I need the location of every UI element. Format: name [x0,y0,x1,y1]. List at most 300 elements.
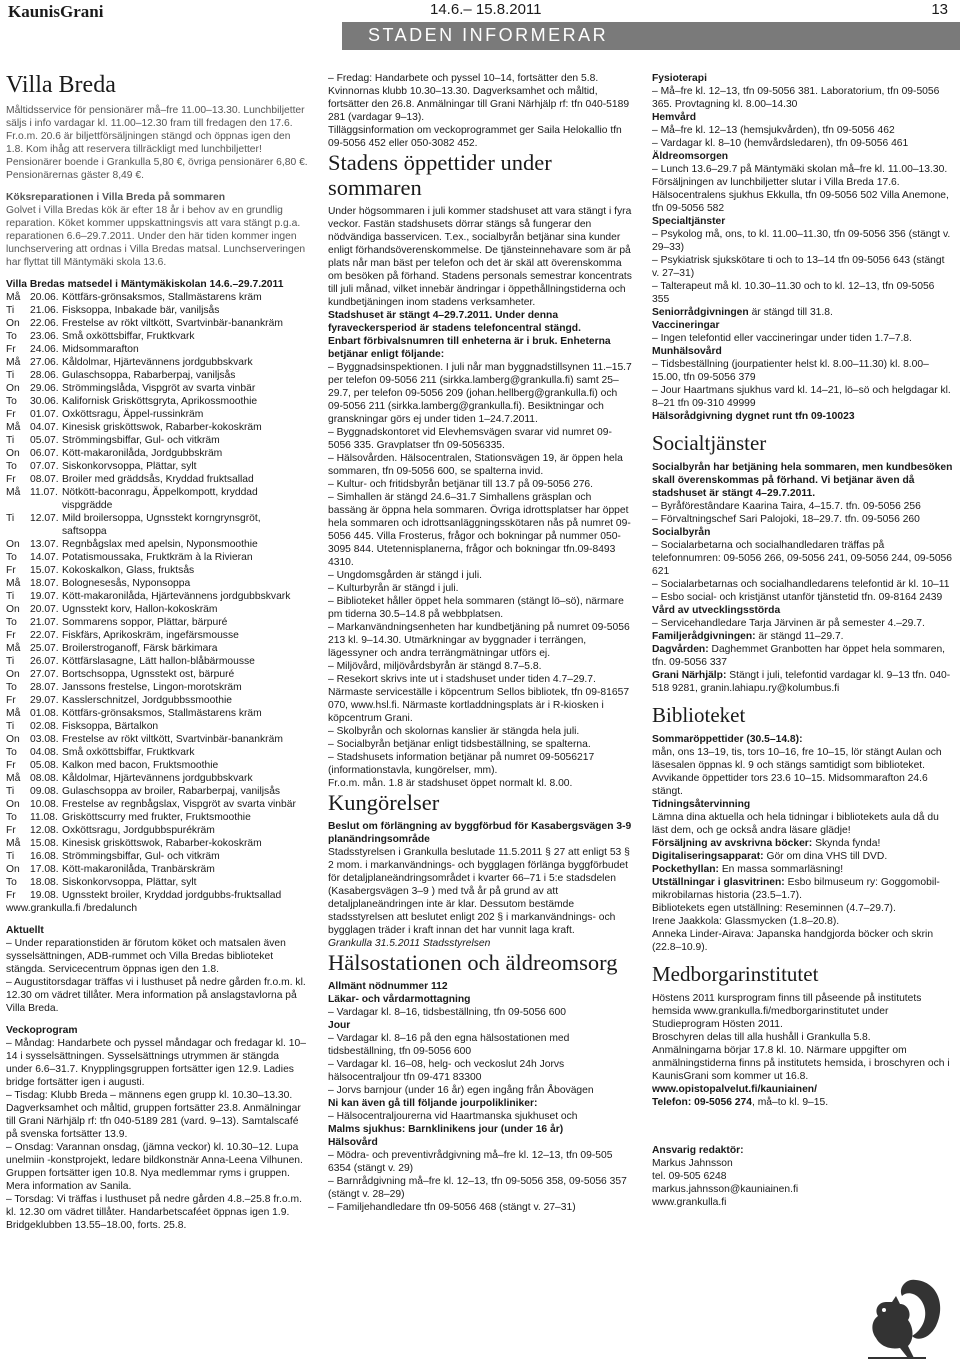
paragraph: – Familjehandledare tfn 09-5056 468 (stängt v. 27–31) [328,1202,576,1213]
menu-day: Ti [6,305,15,316]
menu-dish: Kinesisk grisköttswok, Rabarber-kokoskräm [62,422,262,433]
paragraph: Golvet i Villa Bredas kök är efter 18 år i behov av en grundlig reparation. Köket kommer uppskattningsvis att vara stängt p.g.a. reparationen 6.6–29.7.2011. Under den här tiden kommer ingen lunchservering att ordnas i Villa Bredas matsal. Lunchserveringen har flyttat till Mäntymäki skola 13.6. [6,205,306,268]
paragraph: – Ungdomsgården är stängd i juli. [328,570,482,581]
section-heading: Hälsostationen och äldreomsorg [328,950,618,975]
menu-row [6,486,308,512]
menu-date: 17.08. [30,864,59,875]
menu-dish: Kalifornisk Grisköttsgryta, Aprikossmoothie [62,396,258,407]
bold-paragraph: Hälsovård [328,1137,378,1148]
section-heading: Medborgarinstitutet [652,962,819,986]
menu-row [6,577,308,590]
bold-paragraph: Aktuellt [6,925,44,936]
menu-day: On [6,864,20,875]
paragraph [652,306,954,319]
menu-row [6,369,308,382]
menu-date: 16.08. [30,851,59,862]
menu-day: On [6,669,20,680]
paragraph: – Miljövård, miljövårdsbyrån är stängd 8.7–5.8. [328,661,542,672]
bold-paragraph: Tidningsåtervinning [652,799,751,810]
menu-date: 05.07. [30,435,59,446]
menu-dish: Janssons frestelse, Lingon-morotskräm [62,682,242,693]
menu-dish: Sommarens soppor, Plättar, bärpuré [62,617,228,628]
bold-paragraph: Beslut om förlängning av byggförbud för Kasabergsvägen 3-9 planändringsområde [328,821,632,845]
paragraph: – Fredag: Handarbete och pyssel 10–14, fortsätter den 5.8. Kvinnornas klubb 10.30–13.30. Dagverksamhet och måltid, fortsätter den 26.8. Anmälningar till Grani Närhjälp rf: tfn 040-5189 281 (vardagar 9–13). [328,73,630,123]
menu-dish: Potatismoussaka, Fruktkräm à la Rivieran [62,552,253,563]
paragraph: Markus Jahnsson [652,1158,733,1169]
menu-day: On [6,799,20,810]
paragraph: tel. 09-505 6248 [652,1171,727,1182]
paragraph: – Markanvändningsenheten har kundbetjäning på numret 09-5056 213 kl. 9–14.30. Utmärkningar av byggnader i terrängen, lägessyner och andra terrängmätningar utförs ej. [328,622,630,659]
inline-text: Stängt i juli, telefontid vardagar kl. 9–13 tfn. 040-518 9281, granin.lahiapu.ry@kolumbus.fi [652,670,951,694]
paragraph: – Socialarbetarna och socialhandledaren träffas på telefonnumren: 09-5056 266, 09-5056 241, 09-5056 244, 09-5056 621 [652,540,952,577]
menu-dish: Kött-makaronilåda, Hjärtevännens jordgubbskvark [62,591,291,602]
inline-label: Digitaliseringsapparat: [652,851,764,862]
menu-date: 21.06. [30,305,59,316]
section-heading: Kungörelser [328,790,440,815]
paragraph [652,630,954,643]
paragraph: – Vardagar kl. 8–16 på den egna hälsostationen med tidsbeställning, tfn 09-5056 600 [328,1033,570,1057]
menu-row [6,317,308,330]
paragraph: – Biblioteket håller öppet hela sommaren (stängt lö–sö), närmare pm tiderna 30.5–14.8 på webbplatsen. [328,596,624,620]
menu-day: Må [6,357,21,368]
paragraph: – Jorvs barnjour (under 16 år) egen ingång från Åbovägen [328,1085,594,1096]
menu-date: 12.08. [30,825,59,836]
menu-dish: Kokoskalkon, Glass, fruktsås [62,565,195,576]
inline-text: Daghemmet Granbotten har öppet hela sommaren, tfn. 09-5056 337 [652,644,946,668]
menu-day: Må [6,487,21,498]
menu-day: To [6,461,17,472]
paragraph: – Lunch 13.6–29.7 på Mäntymäki skolan må–fre kl. 11.00–13.30. Försäljningen av lunchbiljetter slutar i Villa Breda 17.6. [652,164,948,188]
paragraph: – Socialbyrån betjänar enligt tidsbeställning, se spalterna. [328,739,591,750]
paragraph: – Må–fre kl. 12–13 (hemsjukvården), tfn 09-5056 462 [652,125,895,136]
paragraph: Lämna dina aktuella och hela tidningar i bibliotekets aula då du läst dem, och ge också andra läsare glädje! [652,812,939,836]
section-heading: Socialtjänster [652,431,767,455]
paragraph: – Resekort skrivs inte ut i stadshuset under tiden 4.7–29.7. Närmaste serviceställe i köpcentrum Sellos bibliotek, tfn 09-81657 070, www.hsl.fi. Närmaste kortladdningsplats är i R-kiosken i köpcentrum Grani. [328,674,630,724]
section-heading: Stadens öppettider under sommaren [328,150,552,200]
menu-date: 29.06. [30,383,59,394]
menu-dish: Kasslerschnitzel, Jordgubbssmoothie [62,695,232,706]
menu-dish: Strömmingsbiffar, Gul- och vitkräm [62,435,220,446]
menu-date: 06.07. [30,448,59,459]
paragraph: – Byggnadskontoret vid Elevhemsvägen svarar vid numret 09-5056 335. Gravplatser tfn 09-5056335. [328,427,612,451]
menu-date: 22.06. [30,318,59,329]
paragraph: Tilläggsinformation om veckoprogrammet ger Saila Helokallio tfn 09-5056 452 eller 050-3082 452. [328,125,622,149]
paragraph: – Kulturbyrån är stängd i juli. [328,583,459,594]
bold-paragraph: Ni kan även gå till följande jourpolikliniker: [328,1098,538,1109]
menu-dish: Strömmingslåda, Vispgröt av svarta vinbär [62,383,256,394]
menu-day: Må [6,292,21,303]
menu-date: 03.08. [30,734,59,745]
menu-date: 25.07. [30,643,59,654]
paragraph: – Esbo social- och kristjänst utanför tjänstetid tfn. 09-8164 2439 [652,592,943,603]
menu-row [6,447,308,460]
menu-date: 12.07. [30,513,59,524]
menu-date: 08.08. [30,773,59,784]
menu-day: Må [6,708,21,719]
menu-day: On [6,604,20,615]
menu-date: 05.08. [30,760,59,771]
menu-row [6,382,308,395]
inline-text: Esbo bilmuseum ry: Goggomobil-mikrobilarnas historia (23.5–1.7). [652,877,940,901]
spacer [6,1015,308,1024]
menu-dish: Grisköttscurry med frukter, Fruktsmoothie [62,812,251,823]
bold-paragraph: Jour [328,1020,351,1031]
menu-row [6,330,308,343]
menu-dish: Kåldolmar, Hjärtevännens jordgubbskvark [62,773,253,784]
menu-row [6,681,308,694]
menu-row [6,395,308,408]
menu-day: Må [6,773,21,784]
menu-dish: Kött-makaronilåda, Jordgubbskräm [62,448,223,459]
menu-row [6,733,308,746]
paragraph: – Förvaltningschef Sari Palojoki, 18–29.7. tfn. 09-5056 260 [652,514,920,525]
menu-dish: Regnbågslax med apelsin, Nyponsmoothie [62,539,258,550]
menu-row [6,707,308,720]
inline-label: Utställningar i glasvitrinen: [652,877,785,888]
menu-dish: Ugnsstekt broiler, Kryddad jordgubbs-fruktsallad [62,890,282,901]
spacer [6,269,308,278]
menu-dish: Strömmingsbiffar, Gul- och vitkräm [62,851,220,862]
menu-day: Ti [6,513,15,524]
bold-paragraph: Hemvård [652,112,697,123]
paragraph: – Hälsovården. Hälsocentralen, Stationsvägen 19, är öppen hela sommaren, tfn 09-5056 600, se spalterna invid. [328,453,623,477]
paragraph: Hälsocentralens sjukhus Ekkulla, tfn 09-5056 502 Villa Anemone, tfn 09-5056 582 [652,190,949,214]
paragraph: – Servicehandledare Tarja Järvinen är på semester 4.–29.7. [652,618,925,629]
menu-dish: Siskonkorvsoppa, Plättar, sylt [62,461,197,472]
menu-row [6,603,308,616]
menu-day: To [6,396,17,407]
menu-day: On [6,539,20,550]
paragraph: – Kultur- och fritidsbyrån betjänar till 13.7 på 09-5056 276. [328,479,594,490]
menu-dish: Bolognesesås, Nyponsoppa [62,578,191,589]
menu-row [6,551,308,564]
inline-label: Grani Närhjälp: [652,670,727,681]
menu-dish: Midsommarafton [62,344,139,355]
paragraph: – Psykolog må, ons, to kl. 11.00–11.30, tfn 09-5056 356 (stängt v. 29–33) [652,229,951,253]
paragraph [652,643,954,669]
paragraph: – Må–fre kl. 12–13, tfn 09-5056 381. Laboratorium, tfn 09-5056 365. Provtagning kl. 8.00–14.30 [652,86,940,110]
paragraph: – Psykiatrisk sjukskötare ti och to 13–14 tfn 09-5056 643 (stängt v. 27–31) [652,255,945,279]
menu-dish: Bortschsoppa, Ugnsstekt ost, bärpuré [62,669,235,680]
menu-date: 18.08. [30,877,59,888]
paragraph: Stadsstyrelsen i Grankulla beslutade 11.5.2011 § 27 att enligt 53 § 2 mom. i markanvändnings- och bygglagen förlänga byggförbudet för detaljplaneändringsområdet i kvarter 66–71 i 5:e stadsdelen (Kasabergsvägen 3–9 ) med två år på grund av att detaljplaneändringen inte är klar. Dessutom bestämde stadsstyrelsen att beslutet enligt 202 § i markanvändnings- och bygglagen träder i kraft innan det har vunnit laga kraft. [328,847,630,936]
menu-dish: Köttfärslasagne, Lätt hallon-blåbärmousse [62,656,255,667]
menu-date: 20.06. [30,292,59,303]
menu-day: To [6,877,17,888]
menu-row [6,538,308,551]
menu-row [6,746,308,759]
paragraph: Fr.o.m. mån. 1.8 är stadshuset öppet normalt kl. 8.00. [328,778,573,789]
menu-date: 02.08. [30,721,59,732]
menu-row [6,759,308,772]
paragraph: – Socialarbetarnas och socialhandledarens telefontid är kl. 10–11 [652,579,950,590]
menu-row [6,811,308,824]
menu-row [6,785,308,798]
paragraph: Måltidsservice för pensionärer må–fre 11.00–13.30. Lunchbiljetter säljs i info vardagar kl. 11.00–12.30 fram till fredagen den 17.6. Fr.o.m. 20.6 är biljettförsäljningen stängd och öppnas igen den 1.8. Kom ihåg att reservera tillräckligt med lunchbiljetter! Pensionärer boende i Grankulla 5,80 €, övriga pensionärer 6,80 €. Pensionärernas gäster 8,49 €. [6,105,308,181]
inline-text: , må–to kl. 9–15. [751,1097,829,1108]
paragraph: – Vardagar kl. 8–16, tidsbeställning, tfn 09-5056 600 [328,1007,566,1018]
menu-date: 30.06. [30,396,59,407]
menu-dish: Gulaschsoppa, Rabarberpaj, vaniljsås [62,370,236,381]
paragraph: – Talterapeut må kl. 10.30–11.30 och to kl. 12–13, tfn 09-5056 355 [652,281,935,305]
bold-paragraph: www.opistopalvelut.fi/kauniainen/ [652,1084,817,1095]
menu-day: Ti [6,656,15,667]
bold-paragraph: Allmänt nödnummer 112 [328,981,448,992]
menu-day: Fr [6,890,16,901]
menu-row [6,824,308,837]
column-middle [328,72,632,1366]
paragraph [652,837,954,850]
menu-dish: Kalkon med bacon, Fruktsmoothie [62,760,219,771]
menu-date: 11.08. [30,812,58,823]
menu-date: 07.07. [30,461,59,472]
bold-paragraph: Äldreomsorgen [652,151,729,162]
menu-day: To [6,552,17,563]
menu-row [6,434,308,447]
menu-date: 22.07. [30,630,59,641]
menu-date: 15.08. [30,838,59,849]
menu-date: 28.07. [30,682,59,693]
paragraph: Irene Jaakkola: Glassmycken (1.8–20.8). [652,916,840,927]
menu-row [6,655,308,668]
paragraph: – Byråförestândare Kaarina Taira, 4–15.7. tfn. 09-5056 256 [652,501,921,512]
inline-label: Pockethyllan: [652,864,719,875]
menu-row [6,356,308,369]
bold-paragraph: Sommaröppettider (30.5–14.8): [652,734,803,745]
menu-dish: Frestelse av regnbågslax, Vispgröt av svarta vinbär [62,799,296,810]
menu-date: 15.07. [30,565,59,576]
inline-text: Skynda fynda! [812,838,881,849]
menu-dish: Fisksoppa, Bärtalkon [62,721,159,732]
menu-dish: Kåldolmar, Hjärtevännens jordgubbskvark [62,357,253,368]
inline-label: Dagvården: [652,644,709,655]
paragraph: Anmälningarna börjar 17.8 kl. 10. Närmare uppgifter om anmälningstiderna finns på institutets hemsida, i broschyren och i KaunisGrani som kommer ut 16.8. [652,1045,950,1082]
paragraph: Anneka Linder-Airava: Japanska handgjorda böcker och skrin (22.8–10.9). [652,929,934,953]
paragraph [652,850,954,863]
menu-row [6,720,308,733]
bold-paragraph: Malms sjukhus: Barnklinikens jour (under 16 år) [328,1124,564,1135]
menu-row [6,590,308,603]
bold-paragraph: Läkar- och vårdarmottagning [328,994,471,1005]
menu-day: Ti [6,370,15,381]
paragraph [652,1096,954,1109]
menu-day: Fr [6,474,16,485]
bold-paragraph: Vaccineringar [652,320,720,331]
paragraph: – Simhallen är stängd 24.6–31.7 Simhallens gräsplan och bassäng är öppna hela sommaren. Övriga idrottsplatser har öppet hela sommaren och idrottsanläggningsskötaren nås på numret 09-5056 445. Villa Frosterus, frågor och bokningar på nummer 050-3095 844. Utetennisplanerna, frågor och bokningar tfn.09-8493 4310. [328,492,631,568]
menu-row [6,850,308,863]
menu-day: Fr [6,409,16,420]
menu-date: 19.08. [30,890,59,901]
menu-dish: Siskonkorvsoppa, Plättar, sylt [62,877,197,888]
menu-day: On [6,383,20,394]
menu-day: Ti [6,591,15,602]
menu-row [6,876,308,889]
paragraph: – Måndag: Handarbete och pyssel måndagar och fredagar kl. 10–14 i sysselsättningen. Sysselsättnings utrymmen är stängda under 6.6–31.7. Knypplingsgruppen fortsätter igen 12.9. Ladies bridge fortsätter igen i augusti. [6,1038,306,1088]
menu-date: 13.07. [30,539,59,550]
menu-date: 24.06. [30,344,59,355]
paragraph: – Skolbyrån och skolornas kanslier är stängda hela juli. [328,726,580,737]
menu-day: Fr [6,760,16,771]
menu-row [6,408,308,421]
paragraph: mån, ons 13–19, tis, tors 10–16, fre 10–15, lör stängt Aulan och läsesalen öppnas kl. 9 och stängs samtidigt som biblioteket. Avvikande öppettider tors 23.6 10–15. Midsommarafton 24.6 stängt. [652,747,942,797]
section-heading: Villa Breda [6,72,116,98]
subheading: Köksreparationen i Villa Breda på sommaren [6,192,225,203]
paragraph: Under högsommaren i juli kommer stadshuset att vara stängt i fyra veckor. Fastän stadshusets dörrar stängs så fungerar den nödvändiga basservicen. T.ex., socialbyrån betjänar sina kunder enligt förhandsöverenskommelse. De tjänsteinnehavare som är på plats når man bäst per telefon och det är skäl att överenskomma om besöken på förhand. Stadens personals semestrar koncentrats till juli månad, vilket innebär ändringar i öppethållningstiderna och kundbetjäningen inom stadens verksamheter. [328,206,632,308]
menu-date: 21.07. [30,617,59,628]
bold-paragraph: Munhälsovård [652,346,722,357]
menu-date: 23.06. [30,331,59,342]
inline-text: är stängd till 31.8. [748,307,833,318]
paragraph: – Byggnadsinspektionen. I juli når man byggnadstillsynen 11.–15.7 per telefon 09-5056 211 (sirkka.lamberg@grankulla.fi) samt 25–29.7, per telefon 09-5056 209 (johan.hellberg@grankulla.fi) och 09-5056 211 (sirkka.lamberg@grankulla.fi). Besiktningar och granskningar görs ej under tiden 1–24.7.2011. [328,362,632,425]
menu-dish: Små oxköttsbiffar, Fruktkvark [62,747,195,758]
menu-row [6,304,308,317]
inline-text: En massa sommarläsning! [718,864,844,875]
menu-dish: Fiskfärs, Aprikoskräm, ingefärsmousse [62,630,239,641]
paragraph: Bibliotekets egen utställning: Reseminnen (4.7–29.7). [652,903,896,914]
inline-label: Telefon: 09-5056 274 [652,1097,752,1108]
paragraph: – Onsdag: Varannan onsdag, (jämna veckor) kl. 10.30–12. Lupa unelmiin -konstprojekt, ledare bildkonstnär Anna-Leena Vilhunen. Gruppen fortsätter igen 10.8. Nya medlemmar ryms i gruppen. Mera information av Sanila. [6,1142,303,1192]
menu-day: Må [6,578,21,589]
spacer [6,915,308,924]
spacer [6,182,308,191]
menu-day: On [6,318,20,329]
menu-date: 11.07. [30,487,58,498]
section-heading: Biblioteket [652,703,746,727]
menu-date: 26.07. [30,656,59,667]
column-right [652,72,954,1366]
menu-row [6,421,308,434]
menu-row [6,694,308,707]
menu-row [6,629,308,642]
section-banner: STADEN INFORMERAR [342,22,960,50]
menu-day: Fr [6,344,16,355]
paragraph: – Vardagar kl. 8–10 (hemvårdsledaren), tfn 09-5056 461 [652,138,909,149]
menu-day: Ti [6,435,15,446]
menu-row [6,642,308,655]
menu-row [6,343,308,356]
menu-row [6,473,308,486]
menu-date: 04.07. [30,422,59,433]
paragraph: – Mödra- och preventivrådgivning må–fre kl. 12–13, tfn 09-505 6354 (stängt v. 29) [328,1150,613,1174]
inline-label: Försäljning av avskrivna böcker: [652,838,813,849]
paragraph: markus.jahnsson@kauniainen.fi [652,1184,799,1195]
column-left [6,70,308,1366]
menu-date: 01.08. [30,708,59,719]
menu-date: 04.08. [30,747,59,758]
bold-paragraph: Vård av utvecklingsstörda [652,605,781,616]
menu-day: Fr [6,825,16,836]
menu-date: 01.07. [30,409,59,420]
menu-row [6,564,308,577]
signature-line: Grankulla 31.5.2011 Stadsstyrelsen [328,938,491,949]
menu-dish: Broilerstroganoff, Färsk bärkimara [62,643,218,654]
menu-date: 08.07. [30,474,59,485]
menu-dish: Mild broilersoppa, Ugnsstekt korngrynsgröt, saftsoppa [62,513,261,537]
menu-day: Fr [6,695,16,706]
menu-day: To [6,331,17,342]
bold-paragraph: Socialbyrån har betjäning hela sommaren, men kundbesöken skall överenskommas på förhand. Vi betjänar även då stadshuset är stängt 4–29.7.2011. [652,462,953,499]
paragraph: www.grankulla.fi [652,1197,727,1208]
menu-row [6,291,308,304]
menu-day: Fr [6,630,16,641]
menu-dish: Frestelse av rökt viltkött, Svartvinbär-banankräm [62,318,283,329]
paragraph: – Tidsbeställning (jourpatienter helst kl. 8.00–11.30) kl. 8.00–15.00, tfn 09-5056 379 [652,359,929,383]
menu-day: Må [6,643,21,654]
menu-row [6,837,308,850]
menu-day: Ti [6,786,15,797]
menu-date: 09.08. [30,786,59,797]
inline-text: är stängd 11–29.7. [755,631,844,642]
menu-date: 19.07. [30,591,59,602]
menu-day: On [6,734,20,745]
menu-row [6,512,308,538]
paragraph: Höstens 2011 kursprogram finns till påseende på institutets hemsida www.grankulla.fi/medborgarinstitutet under Studieprogram Hösten 2011. [652,993,922,1030]
issue-dates: 14.6.– 15.8.2011 [430,1,542,18]
menu-dish: Oxköttsragu, Äppel-russinkräm [62,409,204,420]
paragraph: – Tisdag: Klubb Breda – männens egen grupp kl. 10.30–13.30. Dagverksamhet och måltid, gruppen fortsätter 23.8. Anmälningar till Grani Närhjälp rf: tfn 040-5189 281 (vard. 9–13). Samtalscafé på svenska fortsätter 13.9. [6,1090,301,1140]
inline-label: Seniorrådgivningen [652,307,749,318]
menu-date: 27.07. [30,669,59,680]
brand-name: KaunisGrani [8,2,104,21]
bold-paragraph: Veckoprogram [6,1025,78,1036]
menu-day: To [6,682,17,693]
paragraph: – Under reparationstiden är förutom köket och matsalen även sysselsättningen, ADB-rummet och Villa Bredas biblioteket stängda. Servicecentrum öppnas igen den 1.8. [6,938,286,975]
paragraph [652,669,954,695]
bold-paragraph: Hälsorådgivning dygnet runt tfn 09-10023 [652,411,855,422]
menu-row [6,772,308,785]
menu-day: Ti [6,721,15,732]
menu-date: 10.08. [30,799,59,810]
menu-row [6,889,308,902]
paragraph: – Jour Haartmans sjukhus vard kl. 14–21, lö–sö och helgdagar kl. 8–21 tfn 09-310 49999 [652,385,951,409]
menu-day: Må [6,422,21,433]
bold-paragraph: Stadshuset är stängt 4–29.7.2011. Under denna fyraveckersperiod är stadens telefoncentral stängd. [328,310,581,334]
menu-day: To [6,812,17,823]
menu-dish: Oxköttsragu, Jordgubbspurékräm [62,825,215,836]
menu-dish: Gulaschsoppa av broiler, Rabarberpaj, vaniljsås [62,786,281,797]
page-number: 13 [931,1,948,18]
menu-row [6,798,308,811]
menu-row [6,460,308,473]
paragraph: – Barnrådgivning må–fre kl. 12–13, tfn 09-5056 358, 09-5056 357 (stängt v. 28–29) [328,1176,627,1200]
menu-dish: Ugnsstekt korv, Hallon-kokoskräm [62,604,218,615]
menu-day: Fr [6,565,16,576]
menu-dish: Kinesisk grisköttswok, Rabarber-kokoskräm [62,838,262,849]
menu-dish: Köttfärs-grönsaksmos, Stallmästarens kräm [62,292,262,303]
bold-paragraph: Enbart förbivalsnumren till enheterna är i bruk. Enheterna betjänar enligt följande: [328,336,611,360]
paragraph: – Ingen telefontid eller vaccineringar under tiden 1.7–7.8. [652,333,912,344]
paragraph: – Vardagar kl. 16–08, helg- och veckoslut 24h Jorvs hälsocentraljour tfn 09-471 83300 [328,1059,565,1083]
menu-date: 27.06. [30,357,59,368]
inline-text: Gör om dina VHS till DVD. [763,851,888,862]
page-header [0,0,960,50]
menu-dish: Små oxköttsbiffar, Fruktkvark [62,331,195,342]
menu-row [6,863,308,876]
bold-paragraph: Socialbyrån [652,527,711,538]
paragraph: – Augustitorsdagar träffas vi i lusthuset på nedre gården fr.o.m. kl. 12.30 om vädret tillåter. Mera information på anslagstavlorna på Villa Breda. [6,977,306,1014]
menu-date: 28.06. [30,370,59,381]
bold-paragraph: Villa Bredas matsedel i Mäntymäkiskolan 14.6.–29.7.2011 [6,279,284,290]
bold-paragraph: Fysioterapi [652,73,707,84]
menu-day: To [6,617,17,628]
inline-label: Familjerådgivningen: [652,631,756,642]
paragraph: – Hälsocentraljourerna vid Haartmanska sjukhuset och [328,1111,578,1122]
paragraph: Broschyren delas till alla hushåll i Grankulla 5.8. [652,1032,871,1043]
menu-dish: Frestelse av rökt viltkött, Svartvinbär-banankräm [62,734,283,745]
menu-row [6,616,308,629]
menu-day: To [6,747,17,758]
paragraph [652,876,954,902]
